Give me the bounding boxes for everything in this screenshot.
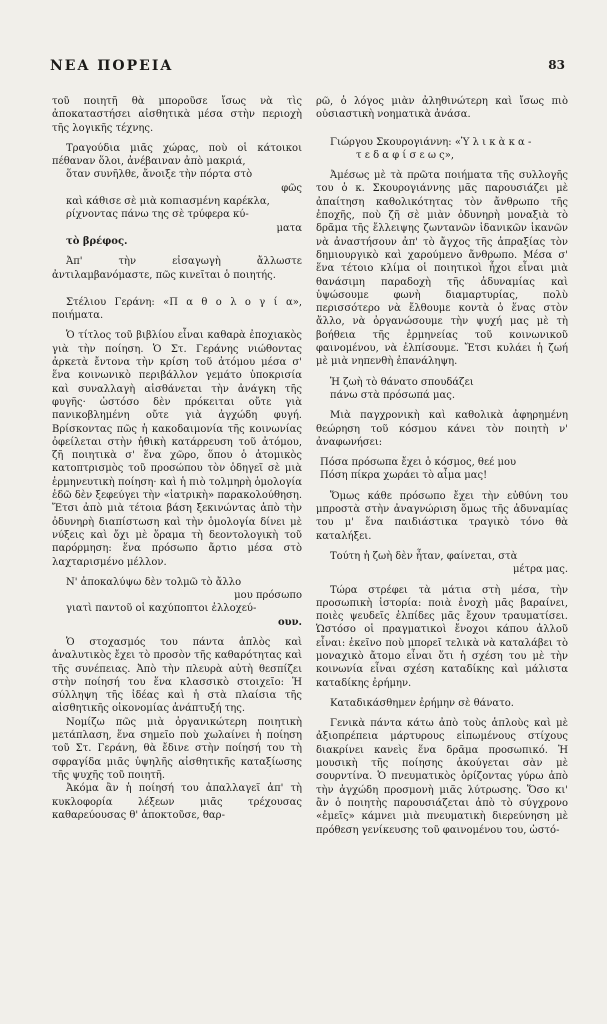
- right-column: [316, 95, 568, 837]
- paragraph: Γενικὰ πάντα κάτω ἀπὸ τοὺς ἁπλοὺς καὶ μὲ ἀξιοπρέπεια μάρτυρους εἰπωμένους στίχους διακρίνει κανεὶς ἕνα δρᾶμα προσωπικό. Ἡ μουσικὴ τῆς ποίησης ἀκούγεται σὰν μὲ σουρντίνα. Ὁ πνευματικὸς ὁρίζοντας γύρω ἀπὸ τὴν ἀγχώδη προσμονὴ μιᾶς λύτρωσης. Ὅσο κι' ἂν ὁ ποιητὴς παρουσιάζεται ἀπὸ τὸ σύγχρονο «ἐμεῖς» κάμνει μιὰ πνευματικὴ διερεύνηση μὲ πρόθεση γενίκευσης τοῦ φαινομένου του, ὡστό-: [316, 718, 568, 836]
- verse-line: μέτρα μας.: [512, 564, 568, 576]
- paragraph: τοῦ ποιητῆ θὰ μποροῦσε ἴσως νὰ τὶς ἀποκαταστήσει αἰσθητικὰ μέσα στὴν περιοχὴ τῆς λογικῆς τέχνης.: [52, 96, 302, 134]
- poem-excerpt: [316, 376, 568, 403]
- verse-line: ρίχνοντας πάνω της σὲ τρύφερα κύ-: [66, 209, 249, 221]
- review-heading-cont: τ ε δ α φ ί σ ε ω ς»,: [356, 149, 455, 161]
- verse-line: Ἡ ζωὴ τὸ θάνατο σπουδάζει: [330, 376, 474, 388]
- verse-line: ὅταν συνῆλθε, ἄνοιξε τὴν πόρτα στὸ: [66, 169, 253, 181]
- paragraph: Ὁ στοχασμός του πάντα ἁπλὸς καὶ ἀναλυτικὸς ἔχει τὸ προσὸν τῆς καθαρότητας καὶ τῆς συνέπειας. Ἀπὸ τὴν πλευρὰ αὐτὴ θεσπίζει στὴν ποίησή του ἕνα κλασσικὸ στοιχεῖο: Ἡ σύλληψη τῆς ἰδέας καὶ ἡ στὰ πλαίσια τῆς αἰσθητικῆς οἰκονομίας ἀνάπτυξή της.: [52, 636, 302, 715]
- paragraph: Ὅμως κάθε πρόσωπο ἔχει τὴν εὐθύνη του μπροστὰ στὴν ἀναγνώριση ὅμως τῆς ἀδυναμίας του μ' ἕνα παιδιάστικα τραγικὸ τόνο θὰ καταλήξει.: [316, 490, 568, 542]
- verse-line: μου πρόσωπο: [234, 590, 302, 602]
- paragraph: Νομίζω πῶς μιὰ ὀργανικώτερη ποιητικὴ μετάπλαση, ἕνα σημεῖο ποὺ χωλαίνει ἡ ποίηση τοῦ Στ. Γεράνη, θὰ ἔδινε στὴν ποίησή του τὴ σφραγίδα μιᾶς ὑψηλῆς αἰσθητικῆς καταξίωσης τῆς ψυχῆς τοῦ ποιητῆ.: [52, 716, 302, 781]
- poem-excerpt: [316, 550, 568, 577]
- verse-line: καὶ κάθισε σὲ μιὰ κοπιασμένη καρέκλα,: [66, 196, 270, 208]
- verse-line: Ν' ἀποκαλύψω δὲν τολμῶ τὸ ἄλλο: [66, 576, 242, 588]
- poem-excerpt: [316, 456, 568, 483]
- review-heading: Στέλιου Γεράνη: «Π α θ ο λ ο γ ί α», ποιήματα.: [52, 296, 302, 322]
- verse-line: Πόσα πρόσωπα ἔχει ὁ κόσμος, θεέ μου: [320, 457, 517, 469]
- verse-line: ουν.: [277, 616, 302, 628]
- paragraph: Μιὰ παγχρονικὴ καὶ καθολικὰ ἀφηρημένη θεώρηση τοῦ κόσμου κάνει τὸν ποιητὴ ν' ἀναφωνήσει:: [316, 410, 568, 448]
- left-column: [52, 95, 302, 822]
- journal-title: ΝΕΑ ΠΟΡΕΙΑ: [50, 58, 174, 74]
- paragraph: ρῶ, ὁ λόγος μιὰν ἀληθινώτερη καὶ ἴσως πιὸ οὐσιαστικὴ νοηματικὰ ἀνάσα.: [316, 96, 568, 121]
- paragraph: Ἀμέσως μὲ τὰ πρῶτα ποιήματα τῆς συλλογῆς του ὁ κ. Σκουρογιάννης μᾶς παρουσιάζει μὲ ἀπαίτηση καθολικότητας τὸν ἄνθρωπο τῆς ἐποχῆς, ποὺ ζῆ σὲ μιὰν ὀδυνηρὴ μοναξιὰ τὸ δρᾶμα τῆς ἔλλειψης ζωντανῶν ἰδανικῶν ἱκανῶν νὰ ἀναστήσουν ἀπ' τὸ ἄγχος τῆς ἀπραξίας τὸν δημιουργικὸ καὶ χαρούμενο ἄνθρωπο. Μέσα σ' ἕνα τέτοιο κλίμα οἱ ποιητικοὶ ἦχοι εἶναι μιὰ θανάσιμη παραδοχὴ τῆς ἀδυναμίας καὶ ὑψώσουμε φωνὴ διαμαρτυρίας, πολὺ περισσότερο νὰ ἔλθουμε κοντὰ ὁ ἕνας στὸν ἄλλο, νὰ ὀργανώσουμε τὴν ψυχή μας μὲ τὴ βοήθεια τῆς ἑρμηνείας τοῦ κοινωνικοῦ φαινομένου, νὰ ἐλπίσουμε. Ἔτσι κυλάει ἡ ζωή μὲ μιὰ νηπενθὴ ἐπανάληψη.: [316, 170, 568, 368]
- poem-excerpt: [52, 168, 302, 248]
- verse-line: γιατὶ παντοῦ οἱ καχύποπτοι ἐλλοχεύ-: [66, 603, 257, 615]
- paragraph: Τώρα στρέφει τὰ μάτια στὴ μέσα, τὴν προσωπικὴ ἱστορία: ποιὰ ἐνοχὴ μᾶς βαραίνει, ποιὲς ψευδεῖς ἐλπίδες μᾶς ἔχουν τραυματίσει. Ὡστόσο οἱ πραγματικοὶ ἔνοχοι κάπου ἀλλοῦ εἶναι: ἐκεῖνο ποὺ μπορεῖ τελικὰ νὰ καταλάβει τὸ μοναχικὸ ἄτομο εἶναι ὅτι ἡ σχέση του μὲ τὴν κοινωνία εἶναι σχέση καταδίκης καὶ μάλιστα καταδίκης ἐρήμην.: [316, 584, 568, 689]
- poem-excerpt: [52, 576, 302, 629]
- paragraph: Τραγούδια μιᾶς χώρας, ποὺ οἱ κάτοικοι πέθαναν ὅλοι, ἀνέβαιναν ἀπὸ μακριά,: [52, 142, 302, 168]
- paragraph: Ὁ τίτλος τοῦ βιβλίου εἶναι καθαρὰ ἐποχιακὸς γιὰ τὴν ποίηση. Ὁ Στ. Γεράνης νιώθοντας ἀρκετὰ ἔντονα τὴν κρίση τοῦ ἀτόμου μέσα σ' ἕνα κοινωνικὸ περιβάλλον γεμάτο ὑποκρισία καὶ συναλλαγὴ αἰσθάνεται τὴν ἀνάγκη τῆς φυγῆς· ὡστόσο δὲν πρόκειται οὔτε γιὰ πανικοβλημένη οὔτε γιὰ ἀγχώδη φυγή. Βρίσκοντας πῶς ἡ κακοδαιμονία τῆς κοινωνίας ὀφείλεται στὴν ἠθικὴ κατάρρευση τοῦ ἀτόμου, ζῆ ποιητικὰ σ' ἕνα χῶρο, ὅπου ὁ ἀτομικὸς κατοπτρισμὸς τοῦ προσώπου τὸν ὁδηγεῖ σὲ μιὰ ἑρμηνευτικὴ ποίηση· καὶ ἡ πιὸ τολμηρὴ ὁμολογία ἐδῶ δὲν ξεφεύγει τὴν «ἰατρικὴ» παρακολούθηση. Ἔτσι ἀπὸ μιὰ τέτοια βάση ξεκινώντας ἀπὸ τὴν ὀδυνηρὴ διαπίστωση καὶ τὴν ὁμολογία δίνει μὲ νύξεις καὶ ὄχι μὲ ὅραμα τὴ δεοντολογικὴ τοῦ παρόρμηση: ἕνα πρόσωπο ἄρτιο μέσα στὸ λαχταρισμένο μέλλον.: [52, 330, 302, 568]
- verse-line: ματα: [276, 222, 302, 234]
- verse-line: Τούτη ἡ ζωὴ δὲν ἦταν, φαίνεται, στὰ: [330, 550, 518, 562]
- verse-line: Πόση πίκρα χωράει τὸ αἷμα μας!: [320, 470, 488, 482]
- review-heading: Γιώργου Σκουρογιάννη: «Ὑ λ ι κ ὰ κ α -: [330, 136, 532, 148]
- verse-line: Καταδικάσθημεν ἐρήμην σὲ θάνατο.: [330, 697, 514, 709]
- paragraph: Ἀπ' τὴν εἰσαγωγὴ ἄλλωστε ἀντιλαμβανόμαστε, πῶς κινεῖται ὁ ποιητής.: [52, 256, 302, 281]
- paragraph: Ἀκόμα ἂν ἡ ποίησή του ἀπαλλαγεῖ ἀπ' τὴ κυκλοφορία λέξεων μιᾶς τρέχουσας καθαρεύουσας θ' ἀποκτοῦσε, θαρ-: [52, 783, 302, 821]
- verse-line: φῶς: [281, 182, 302, 194]
- verse-line: πάνω στὰ πρόσωπά μας.: [330, 389, 456, 401]
- verse-line: τὸ βρέφος.: [66, 235, 128, 247]
- page-number: 83: [548, 58, 565, 72]
